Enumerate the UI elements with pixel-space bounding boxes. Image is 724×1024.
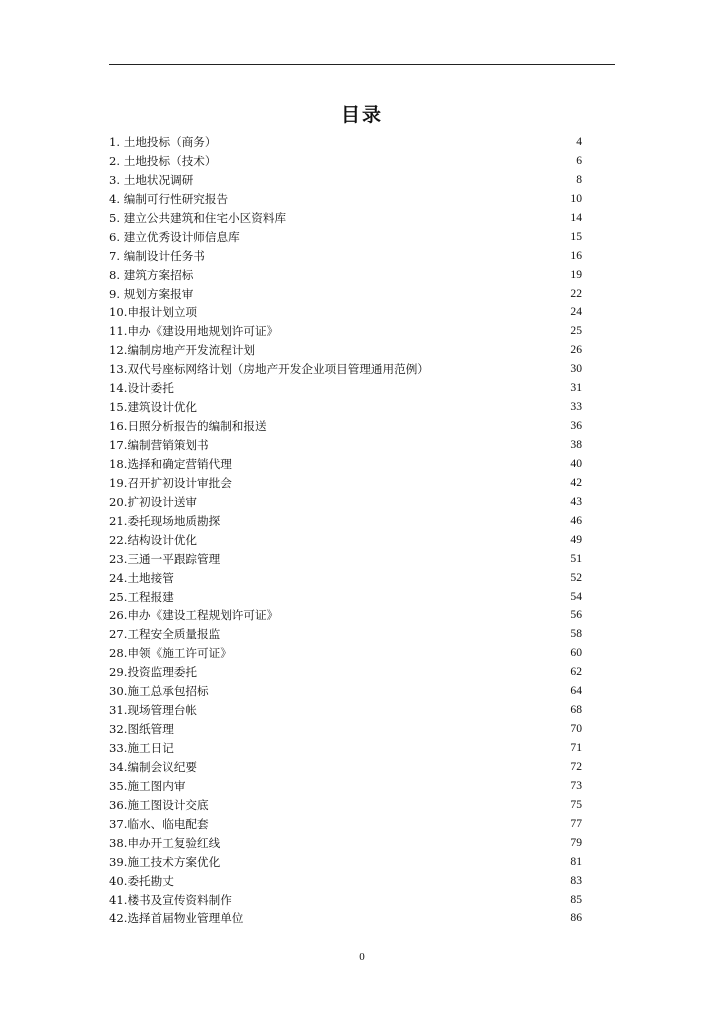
toc-entry-label: 14.设计委托	[109, 381, 174, 396]
toc-entry-page: 79	[570, 835, 582, 849]
toc-entry-label: 41.楼书及宣传资料制作	[109, 892, 232, 907]
toc-entry-page: 64	[570, 684, 582, 698]
toc-entry[interactable]	[109, 341, 582, 360]
toc-entry[interactable]	[109, 228, 582, 247]
toc-entry[interactable]	[109, 720, 582, 739]
toc-entry-page: 52	[570, 570, 582, 584]
footer-page-number: 0	[359, 951, 365, 963]
toc-entry[interactable]	[109, 398, 582, 417]
toc-entry-label: 6. 建立优秀设计师信息库	[109, 229, 240, 244]
toc-entry-page: 31	[570, 381, 582, 395]
toc-entry-label: 15.建筑设计优化	[109, 400, 198, 415]
toc-entry-label: 37.临水、临电配套	[109, 816, 209, 831]
toc-entry-label: 34.编制会议纪要	[109, 759, 198, 774]
toc-entry[interactable]	[109, 474, 582, 493]
toc-entry-label: 28.申领《施工许可证》	[109, 646, 232, 661]
toc-entry-page: 56	[570, 608, 582, 622]
toc-entry[interactable]	[109, 512, 582, 531]
toc-entry-page: 25	[570, 324, 582, 338]
toc-entry-label: 23.三通一平跟踪管理	[109, 551, 221, 566]
toc-entry[interactable]	[109, 853, 582, 872]
toc-entry[interactable]	[109, 247, 582, 266]
toc-entry-page: 60	[570, 646, 582, 660]
toc-entry-label: 13.双代号座标网络计划（房地产开发企业项目管理通用范例）	[109, 362, 429, 377]
toc-entry[interactable]	[109, 872, 582, 891]
toc-entry-page: 40	[570, 456, 582, 470]
toc-entry-label: 31.现场管理台帐	[109, 703, 198, 718]
toc-entry[interactable]	[109, 322, 582, 341]
toc-entry[interactable]	[109, 266, 582, 285]
toc-entry-label: 12.编制房地产开发流程计划	[109, 343, 255, 358]
header-rule	[109, 64, 615, 65]
toc-entry-label: 1. 土地投标（商务）	[109, 135, 217, 149]
toc-entry[interactable]	[109, 739, 582, 758]
toc-entry[interactable]	[109, 455, 582, 474]
toc-title: 目录	[340, 104, 383, 126]
toc-entry-label: 5. 建立公共建筑和住宅小区资料库	[109, 210, 287, 225]
toc-entry-label: 35.施工图内审	[109, 778, 186, 793]
toc-entry[interactable]	[109, 758, 582, 777]
toc-entry[interactable]	[109, 190, 582, 209]
toc-entry[interactable]	[109, 360, 582, 379]
toc-entry-label: 25.工程报建	[109, 589, 174, 604]
toc-entry[interactable]	[109, 815, 582, 834]
toc-entry[interactable]	[109, 436, 582, 455]
toc-entry-label: 9. 规划方案报审	[109, 286, 194, 301]
toc-entry-label: 10.申报计划立项	[109, 305, 198, 320]
toc-entry-label: 32.图纸管理	[109, 722, 174, 737]
toc-entry[interactable]	[109, 834, 582, 853]
toc-entry-label: 11.申办《建设用地规划许可证》	[109, 324, 279, 339]
toc-entry[interactable]	[109, 133, 582, 152]
toc-entry-page: 72	[570, 759, 582, 773]
toc-entry-page: 62	[570, 665, 582, 679]
toc-entry[interactable]	[109, 569, 582, 588]
toc-entry[interactable]	[109, 796, 582, 815]
toc-entry-page: 4	[576, 135, 582, 148]
toc-entry-page: 73	[570, 778, 582, 792]
toc-entry-label: 22.结构设计优化	[109, 532, 198, 547]
toc-entry[interactable]	[109, 909, 582, 928]
toc-entry-page: 24	[570, 305, 582, 319]
toc-entry[interactable]	[109, 152, 582, 171]
toc-entry-label: 8. 建筑方案招标	[109, 267, 194, 282]
toc-entry-page: 6	[576, 153, 582, 167]
toc-entry[interactable]	[109, 550, 582, 569]
toc-entry-page: 51	[570, 551, 582, 565]
toc-entry[interactable]	[109, 891, 582, 910]
toc-entry-label: 17.编制营销策划书	[109, 438, 209, 452]
toc-entry[interactable]	[109, 644, 582, 663]
toc-entry-label: 18.选择和确定营销代理	[109, 456, 232, 471]
toc-entry-label: 26.申办《建设工程规划许可证》	[109, 608, 279, 623]
toc-entry-page: 19	[570, 267, 582, 281]
toc-entry-page: 49	[570, 532, 582, 546]
toc-entry-label: 36.施工图设计交底	[109, 797, 209, 812]
toc-entry-page: 8	[576, 172, 582, 186]
toc-entry-page: 15	[570, 229, 582, 243]
toc-entry-page: 71	[570, 741, 582, 754]
toc-entry-page: 85	[570, 892, 582, 906]
toc-entry-label: 33.施工日记	[109, 741, 174, 755]
toc-entry-label: 29.投资监理委托	[109, 665, 198, 680]
toc-entry-label: 27.工程安全质量报监	[109, 627, 221, 642]
toc-entry-page: 36	[570, 419, 582, 433]
toc-entry-label: 38.申办开工复验红线	[109, 835, 221, 850]
toc-entry-page: 54	[570, 589, 582, 603]
toc-entry-page: 42	[570, 475, 582, 489]
toc-entry[interactable]	[109, 701, 582, 720]
toc-entry-label: 3. 土地状况调研	[109, 172, 194, 187]
toc-entry-label: 39.施工技术方案优化	[109, 854, 221, 869]
toc-entry-label: 24.土地接管	[109, 570, 174, 585]
toc-entry[interactable]	[109, 588, 582, 607]
toc-entry-page: 77	[570, 816, 582, 830]
toc-entry[interactable]	[109, 531, 582, 550]
toc-entry-label: 16.日照分析报告的编制和报送	[109, 419, 267, 434]
toc-entry[interactable]	[109, 379, 582, 398]
toc-entry[interactable]	[109, 493, 582, 512]
toc-entry-page: 46	[570, 513, 582, 527]
toc-entry-page: 22	[570, 286, 582, 300]
toc-entry-page: 70	[570, 722, 582, 736]
toc-entry-label: 2. 土地投标（技术）	[109, 153, 217, 168]
toc-entry-page: 75	[570, 797, 582, 811]
toc-entry[interactable]	[109, 625, 582, 644]
toc-entry-page: 10	[570, 191, 582, 205]
toc-entry-page: 14	[570, 210, 582, 224]
toc-entry-page: 33	[570, 400, 582, 414]
toc-entry[interactable]	[109, 682, 582, 701]
toc-entry-page: 43	[570, 494, 582, 508]
toc-entry[interactable]	[109, 663, 582, 682]
toc-entry-page: 68	[570, 703, 582, 717]
toc-entry[interactable]	[109, 285, 582, 304]
toc-entry-label: 19.召开扩初设计审批会	[109, 475, 232, 490]
toc-entry-label: 30.施工总承包招标	[109, 684, 209, 699]
toc-entry-page: 30	[570, 362, 582, 376]
toc-entry-label: 40.委托勘丈	[109, 873, 174, 888]
toc-entry-page: 81	[570, 854, 582, 868]
toc-entry-page: 26	[570, 343, 582, 357]
toc-entry[interactable]	[109, 303, 582, 322]
toc-entry-page: 58	[570, 627, 582, 641]
toc-entry[interactable]	[109, 606, 582, 625]
toc-entry-label: 20.扩初设计送审	[109, 494, 198, 509]
toc-list	[109, 133, 582, 928]
toc-entry-page: 86	[570, 911, 582, 925]
toc-entry[interactable]	[109, 171, 582, 190]
toc-entry-page: 83	[570, 873, 582, 887]
toc-entry-label: 7. 编制设计任务书	[109, 248, 205, 263]
toc-entry-page: 38	[570, 438, 582, 451]
toc-entry-page: 16	[570, 248, 582, 262]
toc-entry-label: 4. 编制可行性研究报告	[109, 191, 229, 206]
toc-entry-label: 42.选择首届物业管理单位	[109, 911, 244, 926]
toc-entry-label: 21.委托现场地质勘探	[109, 513, 221, 528]
toc-entry[interactable]	[109, 209, 582, 228]
toc-entry[interactable]	[109, 417, 582, 436]
toc-entry[interactable]	[109, 777, 582, 796]
